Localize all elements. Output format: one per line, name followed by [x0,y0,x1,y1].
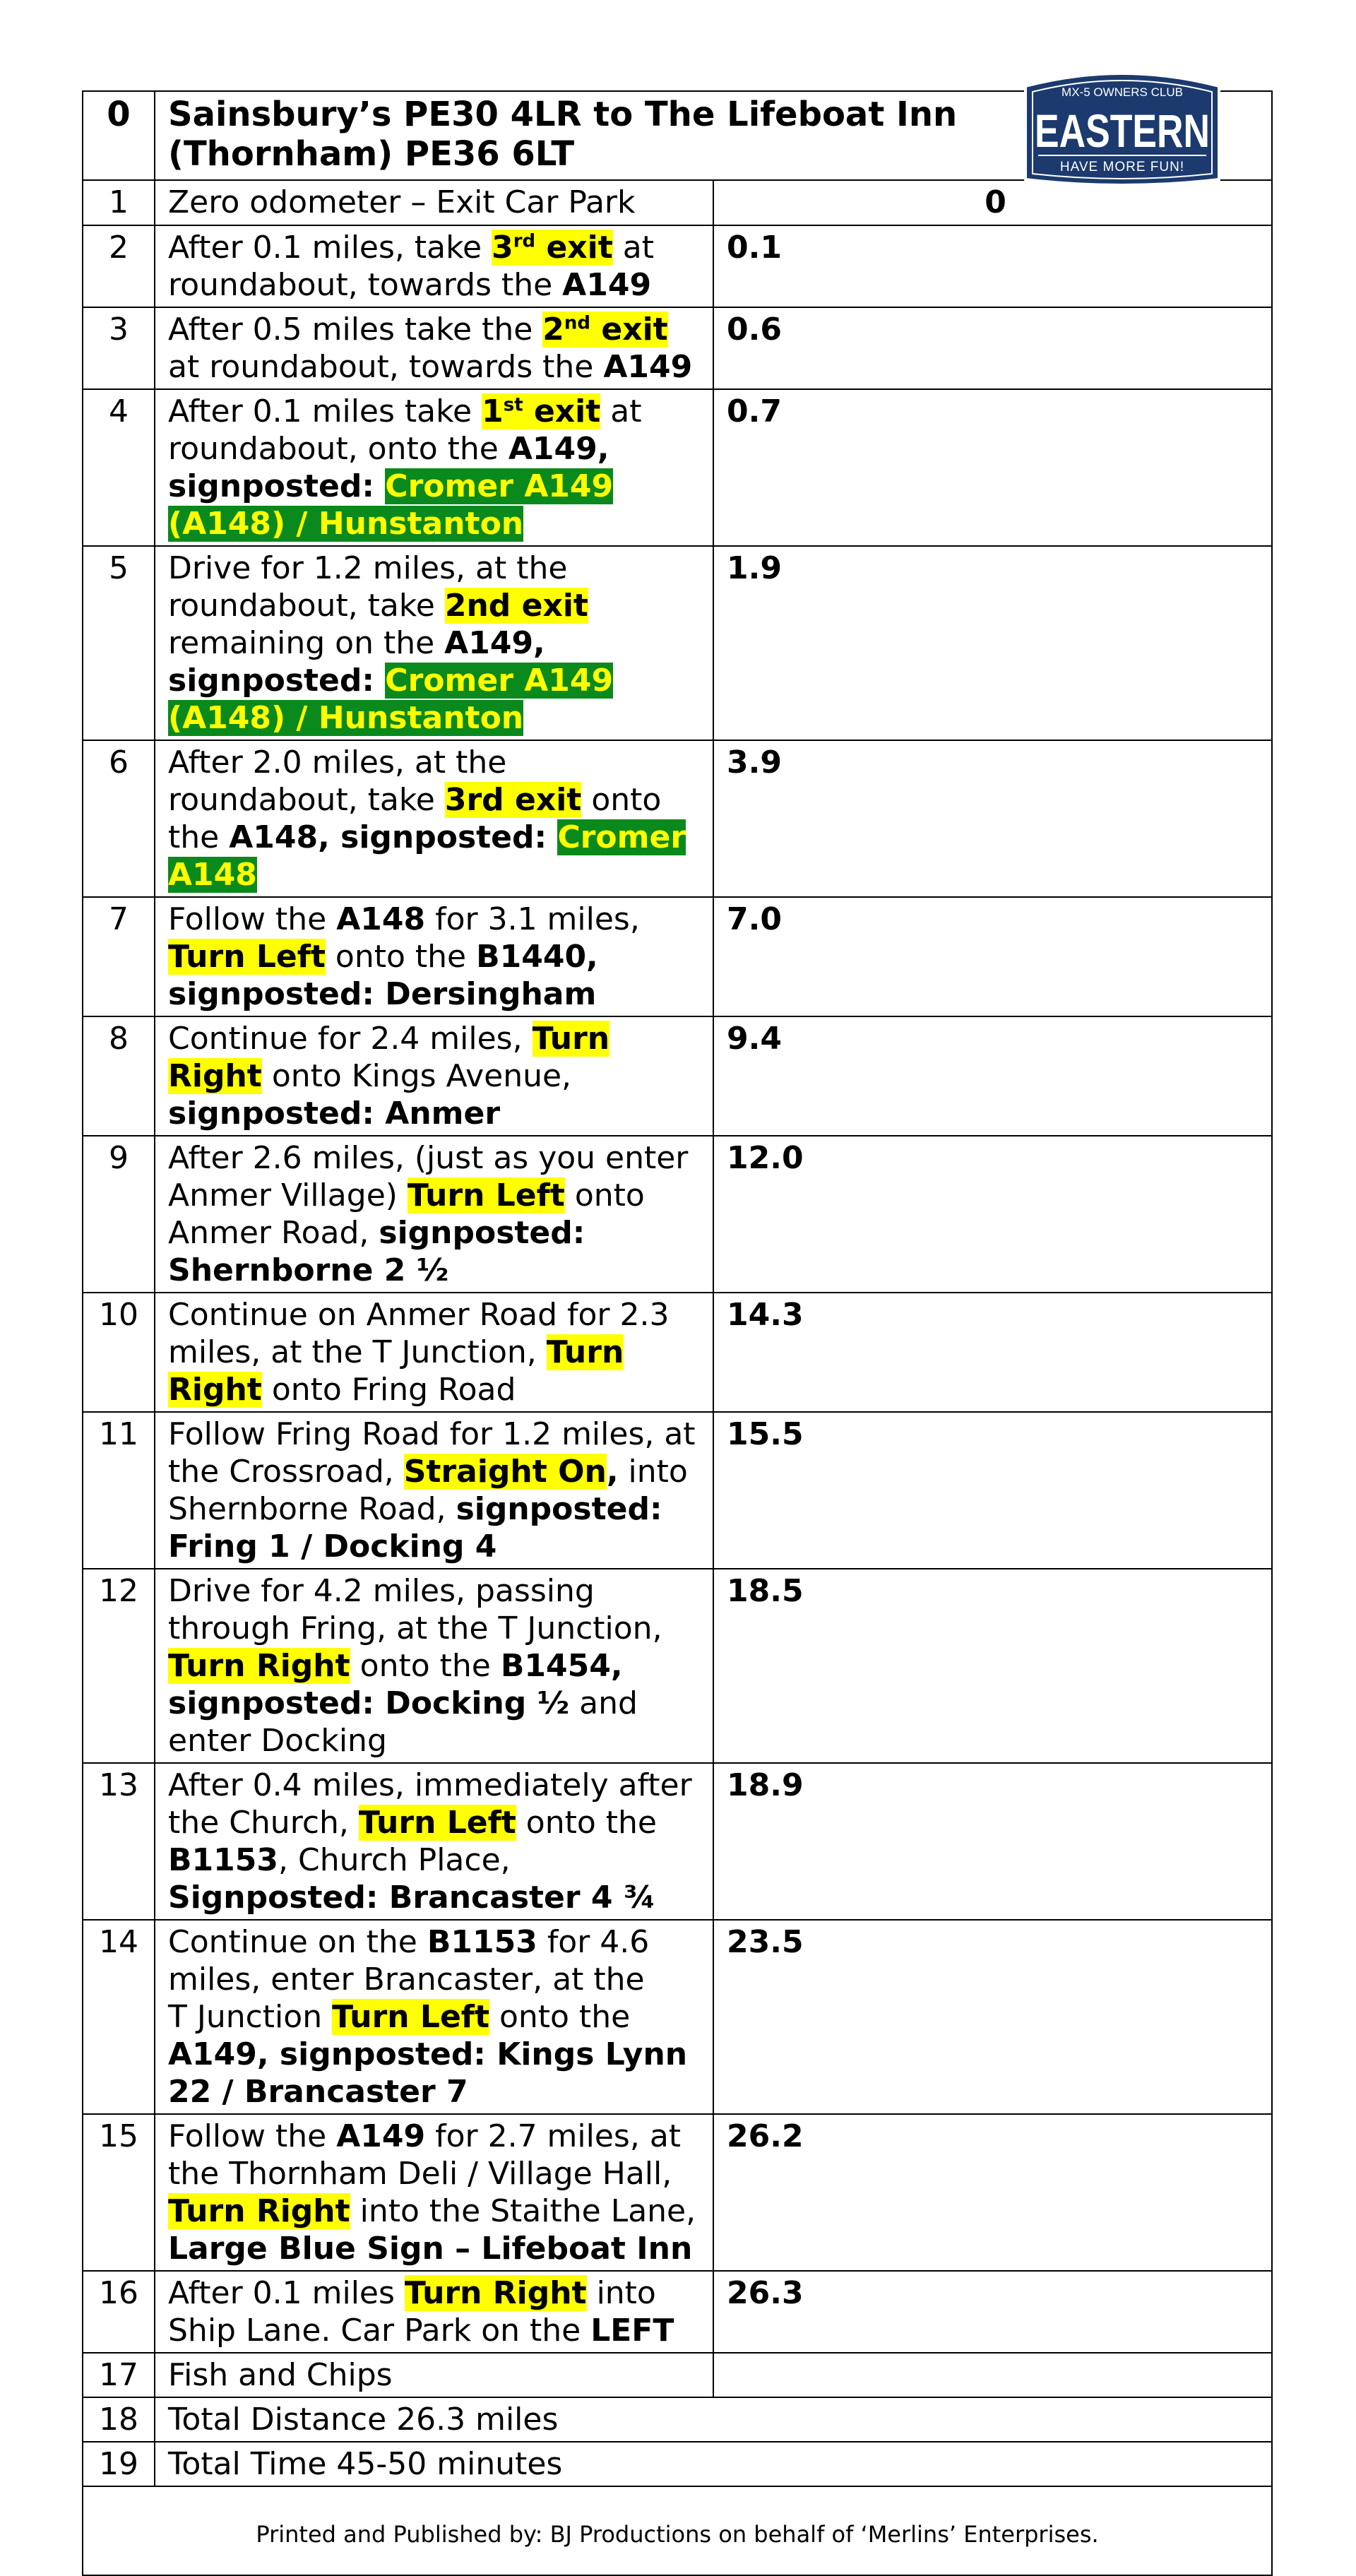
table-row [83,2271,1272,2353]
step-number: 18 [83,2397,155,2442]
step-number: 6 [83,740,155,897]
step-instruction: Continue on the B1153 for 4.6 miles, enter Brancaster, at the T Junction Turn Left onto the A149, signposted: Kings Lynn 22 / Brancaster 7 [155,1920,713,2114]
step-instruction: After 0.1 miles take 1st exit at roundabout, onto the A149, signposted: Cromer A149 (A148) / Hunstanton [155,389,713,546]
table-row [83,2114,1272,2271]
highlight-action: 3rd exit [444,782,582,818]
table-row [83,307,1272,389]
step-instruction: After 0.1 miles Turn Right into Ship Lane. Car Park on the LEFT [155,2271,713,2353]
publisher-footer: Printed and Published by: BJ Productions on behalf of ‘Merlins’ Enterprises. [83,2486,1272,2575]
step-instruction: After 0.4 miles, immediately after the Church, Turn Left onto the B1153, Church Place, Signposted: Brancaster 4 ¾ [155,1763,713,1920]
table-row [83,2353,1272,2397]
step-number: 0 [83,91,155,180]
step-number: 2 [83,225,155,307]
table-row [83,897,1272,1016]
table-row [83,1763,1272,1920]
route-title-line2: (Thornham) PE36 6LT [168,134,575,174]
step-distance: 23.5 [713,1920,1272,2114]
step-distance: 18.5 [713,1569,1272,1763]
highlight-action: Straight On [403,1454,607,1490]
step-distance: 0.1 [713,225,1272,307]
step-instruction: Drive for 4.2 miles, passing through Fring, at the T Junction, Turn Right onto the B1454, signposted: Docking ½ and enter Docking [155,1569,713,1763]
table-row [83,225,1272,307]
table-row [83,389,1272,546]
step-distance: 0.6 [713,307,1272,389]
step-number: 17 [83,2353,155,2397]
step-instruction: After 0.5 miles take the 2nd exit at roundabout, towards the A149 [155,307,713,389]
step-instruction: Continue on Anmer Road for 2.3 miles, at the T Junction, Turn Right onto Fring Road [155,1293,713,1412]
step-instruction: Fish and Chips [155,2353,713,2397]
highlight-action: Turn Left [332,1999,489,2035]
step-instruction: Follow Fring Road for 1.2 miles, at the Crossroad, Straight On, into Shernborne Road, signposted: Fring 1 / Docking 4 [155,1412,713,1569]
table-row [83,1920,1272,2114]
step-number: 3 [83,307,155,389]
step-number: 10 [83,1293,155,1412]
table-row [83,1016,1272,1136]
step-instruction: Follow the A148 for 3.1 miles, Turn Left onto the B1440, signposted: Dersingham [155,897,713,1016]
table-row-footer [83,2486,1272,2575]
sign-highlight: Cromer A149 (A148) / Hunstanton [168,468,614,542]
step-distance: 3.9 [713,740,1272,897]
step-instruction: After 2.0 miles, at the roundabout, take 3rd exit onto the A148, signposted: Cromer A148 [155,740,713,897]
sign-highlight: Cromer A148 [168,819,686,893]
step-number: 4 [83,389,155,546]
table-row [83,180,1272,225]
step-distance: 0 [713,180,1272,225]
step-instruction: Continue for 2.4 miles, Turn Right onto Kings Avenue, signposted: Anmer [155,1016,713,1136]
step-distance: 1.9 [713,546,1272,740]
logo-tagline-text: HAVE MORE FUN! [1059,160,1185,174]
highlight-action: Turn Right [168,2193,350,2229]
step-instruction: Follow the A149 for 2.7 miles, at the Thornham Deli / Village Hall, Turn Right into the Staithe Lane, Large Blue Sign – Lifeboat Inn [155,2114,713,2271]
table-row [83,1136,1272,1293]
highlight-action: 2nd exit [444,588,588,624]
table-row [83,2397,1272,2442]
highlight-action: Turn Right [168,1021,610,1094]
highlight-action: Turn Left [407,1177,565,1213]
step-number: 5 [83,546,155,740]
table-row [83,546,1272,740]
highlight-action: Turn Right [404,2275,587,2311]
highlight-action: Turn Right [168,1648,350,1684]
highlight-action: 3rd exit [492,230,613,266]
table-row [83,1569,1272,1763]
step-instruction: Zero odometer – Exit Car Park [155,180,713,225]
step-distance: 15.5 [713,1412,1272,1569]
highlight-action: 1st exit [482,393,601,429]
step-distance: 7.0 [713,897,1272,1016]
table-row [83,740,1272,897]
step-distance: 26.2 [713,2114,1272,2271]
sign-highlight: (A148) / Hunstanton [168,700,524,736]
step-number: 15 [83,2114,155,2271]
highlight-action: 2nd exit [542,311,668,348]
step-number: 14 [83,1920,155,2114]
step-distance: 14.3 [713,1293,1272,1412]
step-instruction: Drive for 1.2 miles, at the roundabout, take 2nd exit remaining on the A149, signposted: Cromer A149 (A148) / Hunstanton [155,546,713,740]
step-number: 16 [83,2271,155,2353]
highlight-action: Turn Left [168,939,326,975]
route-directions-table [82,90,1273,2576]
step-distance: 9.4 [713,1016,1272,1136]
step-number: 19 [83,2442,155,2486]
step-distance: 12.0 [713,1136,1272,1293]
step-number: 12 [83,1569,155,1763]
step-distance: 18.9 [713,1763,1272,1920]
step-distance: 26.3 [713,2271,1272,2353]
step-number: 9 [83,1136,155,1293]
logo-main-text: EASTERN [1035,105,1210,157]
step-instruction: After 0.1 miles, take 3rd exit at roundabout, towards the A149 [155,225,713,307]
highlight-action: Turn Right [168,1334,624,1408]
step-number: 7 [83,897,155,1016]
step-instruction: After 2.6 miles, (just as you enter Anmer Village) Turn Left onto Anmer Road, signposted: Shernborne 2 ½ [155,1136,713,1293]
step-number: 1 [83,180,155,225]
highlight-action: Turn Left [358,1805,516,1841]
table-row [83,2442,1272,2486]
table-row [83,1412,1272,1569]
eastern-mx5-logo [1010,65,1235,186]
step-number: 11 [83,1412,155,1569]
step-number: 13 [83,1763,155,1920]
sign-highlight: Cromer A149 [385,663,614,699]
step-number: 8 [83,1016,155,1136]
logo-club-text: MX-5 OWNERS CLUB [1061,85,1183,99]
step-distance [713,2353,1272,2397]
total-time: Total Time 45-50 minutes [155,2442,1272,2486]
total-distance: Total Distance 26.3 miles [155,2397,1272,2442]
table-row [83,1293,1272,1412]
route-title-line1: Sainsbury’s PE30 4LR to The Lifeboat Inn [168,95,958,134]
step-distance: 0.7 [713,389,1272,546]
